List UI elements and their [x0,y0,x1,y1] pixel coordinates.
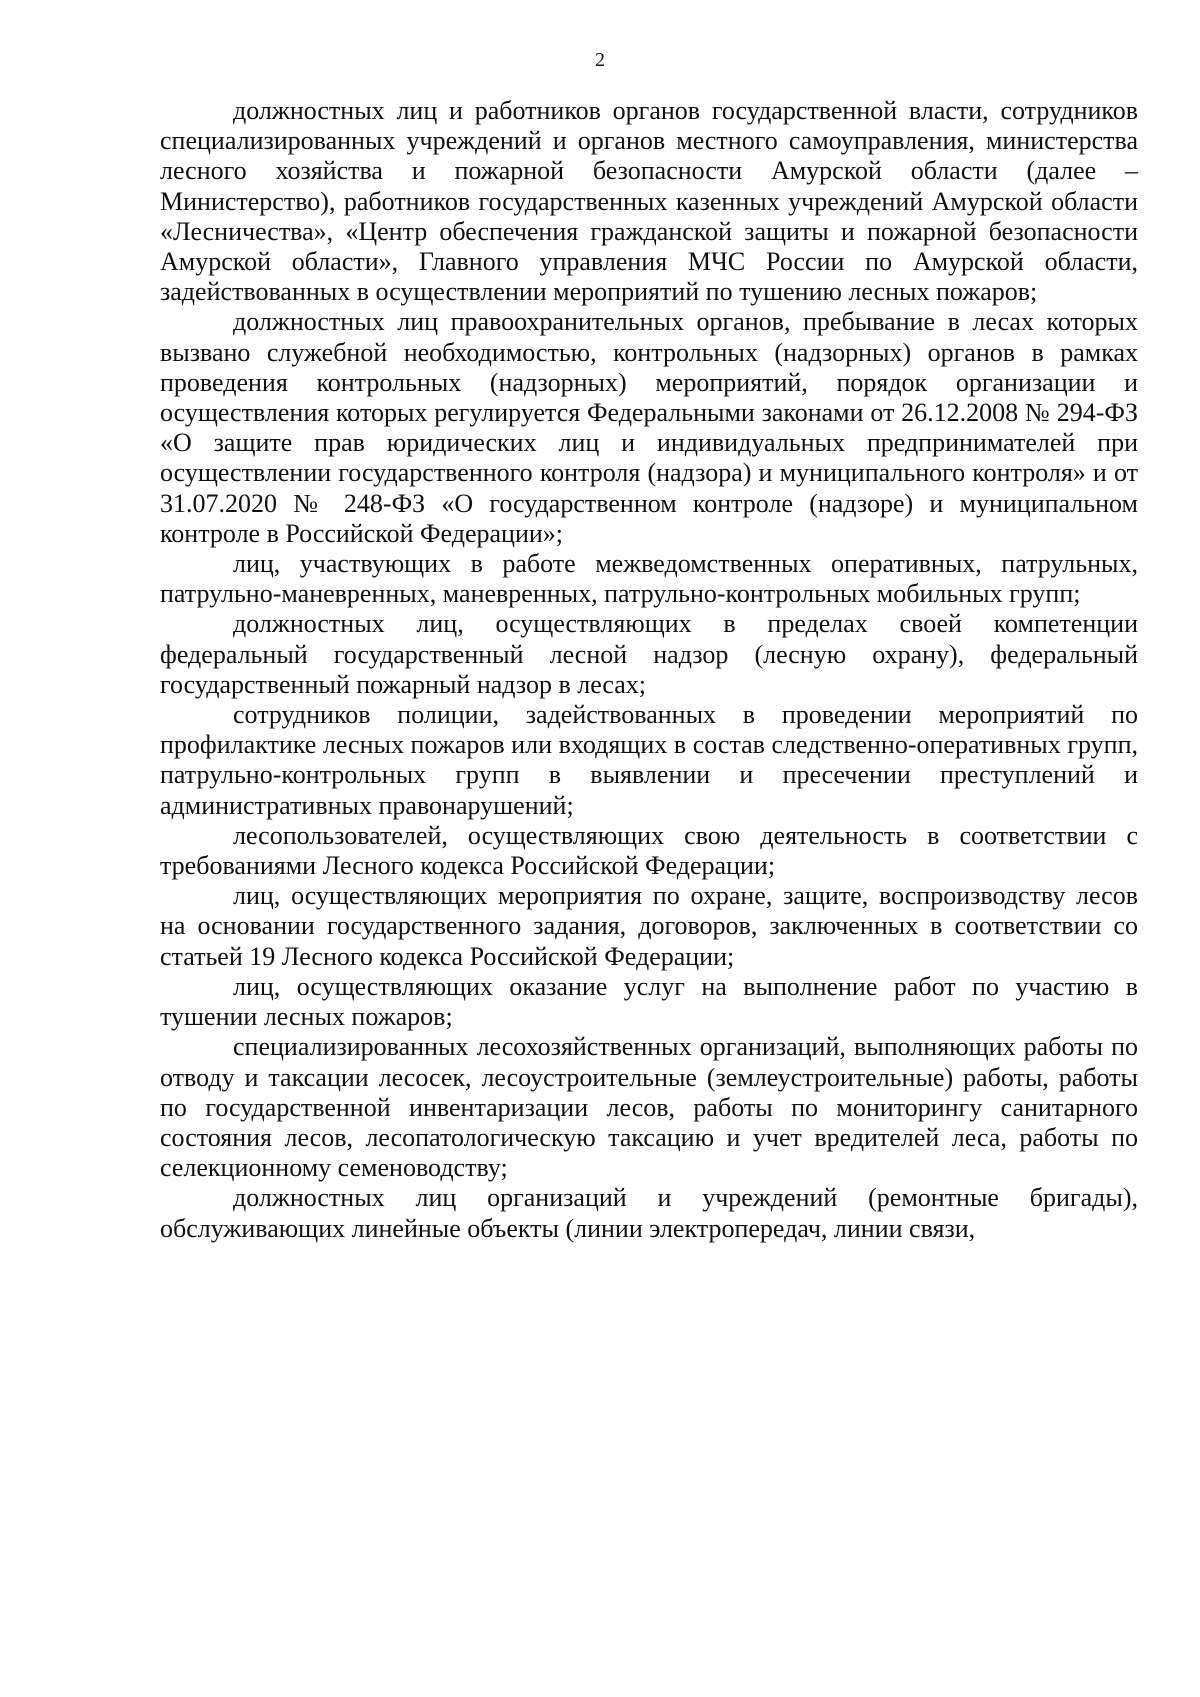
paragraph-forestry-organizations: специализированных лесохозяйственных организаций, выполняющих работы по отводу и таксации лесосек, лесоустроительные (землеустроительные) работы, работы по государственной инвентаризации лесов, работы по мониторингу санитарного состояния лесов, лесопатологическую таксацию и учет вредителей леса, работы по селекционному семеноводству; [160,1032,1138,1183]
document-body [160,96,1138,1244]
paragraph-law-enforcement-officials: должностных лиц правоохранительных органов, пребывание в лесах которых вызвано служебной необходимостью, контрольных (надзорных) органов в рамках проведения контрольных (надзорных) мероприятий, порядок организации и осуществления которых регулируется Федеральными законами от 26.12.2008 № 294-ФЗ «О защите прав юридических лиц и индивидуальных предпринимателей при осуществлении государственного контроля (надзора) и муниципального контроля» и от 31.07.2020 № 248-ФЗ «О государственном контроле (надзоре) и муниципальном контроле в Российской Федерации»; [160,307,1138,548]
paragraph-government-officials: должностных лиц и работников органов государственной власти, сотрудников специализированных учреждений и органов местного самоуправления, министерства лесного хозяйства и пожарной безопасности Амурской области (далее – Министерство), работников государственных казенных учреждений Амурской области «Лесничества», «Центр обеспечения гражданской защиты и пожарной безопасности Амурской области», Главного управления МЧС России по Амурской области, задействованных в осуществлении мероприятий по тушению лесных пожаров; [160,96,1138,307]
page-number: 2 [595,49,605,71]
paragraph-forest-supervision-officials: должностных лиц, осуществляющих в пределах своей компетенции федеральный государственный лесной надзор (лесную охрану), федеральный государственный пожарный надзор в лесах; [160,609,1138,699]
paragraph-mobile-groups: лиц, участвующих в работе межведомственных оперативных, патрульных, патрульно-маневренных, маневренных, патрульно-контрольных мобильных групп; [160,549,1138,609]
paragraph-linear-facility-crews: должностных лиц организаций и учреждений (ремонтные бригады), обслуживающих линейные объекты (линии электропередач, линии связи, [160,1183,1138,1243]
paragraph-forest-users: лесопользователей, осуществляющих свою деятельность в соответствии с требованиями Лесного кодекса Российской Федерации; [160,820,1138,881]
paragraph-forest-protection-contractors: лиц, осуществляющих мероприятия по охране, защите, воспроизводству лесов на основании государственного задания, договоров, заключенных в соответствии со статьей 19 Лесного кодекса Российской Федерации; [160,881,1138,971]
paragraph-firefighting-service-providers: лиц, осуществляющих оказание услуг на выполнение работ по участию в тушении лесных пожаров; [160,971,1138,1032]
paragraph-police-officers: сотрудников полиции, задействованных в проведении мероприятий по профилактике лесных пожаров или входящих в состав следственно-оперативных групп, патрульно-контрольных групп в выявлении и пресечении преступлений и административных правонарушений; [160,700,1138,820]
